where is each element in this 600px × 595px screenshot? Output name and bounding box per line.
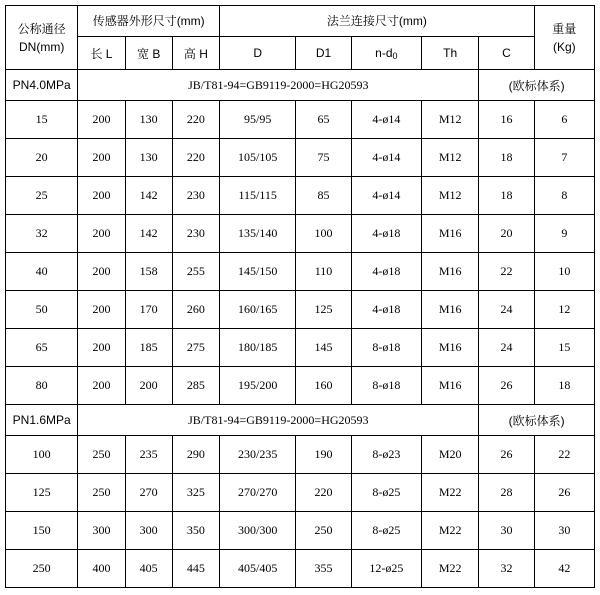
cell-d: 405/405 — [220, 550, 296, 588]
cell-d1: 100 — [296, 215, 351, 253]
cell-width: 405 — [125, 550, 172, 588]
band-pn40-standard: JB/T81-94=GB9119-2000=HG20593 — [78, 70, 479, 101]
table-row — [6, 139, 595, 177]
header-dn-title: 公称通径 — [17, 21, 66, 36]
header-width-b: 宽 B — [125, 37, 172, 70]
table-row — [6, 291, 595, 329]
cell-nd0: 4-ø18 — [351, 215, 421, 253]
cell-dn: 250 — [6, 550, 78, 588]
table-row — [6, 215, 595, 253]
cell-width: 185 — [125, 329, 172, 367]
cell-length: 400 — [78, 550, 125, 588]
cell-width: 200 — [125, 367, 172, 405]
cell-dn: 15 — [6, 101, 78, 139]
cell-nd0: 4-ø18 — [351, 291, 421, 329]
table-row — [6, 101, 595, 139]
cell-d1: 110 — [296, 253, 351, 291]
cell-d: 160/165 — [220, 291, 296, 329]
cell-weight: 30 — [534, 512, 594, 550]
cell-weight: 18 — [534, 367, 594, 405]
cell-nd0: 8-ø18 — [351, 367, 421, 405]
table-row — [6, 550, 595, 588]
cell-weight: 10 — [534, 253, 594, 291]
cell-c: 18 — [479, 139, 534, 177]
header-dn-unit: DN(mm) — [19, 39, 65, 54]
cell-nd0: 4-ø14 — [351, 139, 421, 177]
cell-width: 130 — [125, 101, 172, 139]
cell-nd0: 8-ø25 — [351, 512, 421, 550]
cell-length: 200 — [78, 215, 125, 253]
cell-length: 200 — [78, 367, 125, 405]
band-pn16-system: (欧标体系) — [479, 405, 595, 436]
cell-c: 26 — [479, 367, 534, 405]
cell-weight: 8 — [534, 177, 594, 215]
table-row — [6, 329, 595, 367]
cell-height: 220 — [172, 101, 219, 139]
cell-nd0: 4-ø18 — [351, 253, 421, 291]
cell-width: 130 — [125, 139, 172, 177]
cell-weight: 7 — [534, 139, 594, 177]
cell-height: 275 — [172, 329, 219, 367]
cell-width: 270 — [125, 474, 172, 512]
cell-weight: 9 — [534, 215, 594, 253]
cell-length: 200 — [78, 139, 125, 177]
cell-dn: 100 — [6, 436, 78, 474]
cell-th: M20 — [422, 436, 479, 474]
cell-th: M16 — [422, 329, 479, 367]
cell-c: 24 — [479, 329, 534, 367]
cell-d: 145/150 — [220, 253, 296, 291]
cell-nd0: 8-ø25 — [351, 474, 421, 512]
band-pn40-label: PN4.0MPa — [6, 70, 78, 101]
cell-th: M16 — [422, 367, 479, 405]
table-row — [6, 367, 595, 405]
cell-height: 220 — [172, 139, 219, 177]
cell-d: 195/200 — [220, 367, 296, 405]
cell-c: 24 — [479, 291, 534, 329]
cell-th: M16 — [422, 291, 479, 329]
table-row — [6, 474, 595, 512]
header-n-d0 — [351, 37, 421, 70]
cell-nd0: 4-ø14 — [351, 177, 421, 215]
cell-d1: 145 — [296, 329, 351, 367]
cell-length: 200 — [78, 291, 125, 329]
header-d1: D1 — [296, 37, 351, 70]
band-pn16-standard: JB/T81-94=GB9119-2000=HG20593 — [78, 405, 479, 436]
header-height-h: 高 H — [172, 37, 219, 70]
cell-dn: 40 — [6, 253, 78, 291]
cell-dn: 50 — [6, 291, 78, 329]
cell-d: 95/95 — [220, 101, 296, 139]
cell-c: 18 — [479, 177, 534, 215]
cell-c: 28 — [479, 474, 534, 512]
cell-nd0: 8-ø18 — [351, 329, 421, 367]
cell-c: 22 — [479, 253, 534, 291]
cell-width: 235 — [125, 436, 172, 474]
cell-width: 300 — [125, 512, 172, 550]
cell-d: 135/140 — [220, 215, 296, 253]
cell-d: 180/185 — [220, 329, 296, 367]
cell-length: 200 — [78, 253, 125, 291]
band-pn40-system: (欧标体系) — [479, 70, 595, 101]
cell-d1: 250 — [296, 512, 351, 550]
header-n-d0-sub: 0 — [392, 51, 398, 61]
table-row — [6, 436, 595, 474]
cell-weight: 6 — [534, 101, 594, 139]
header-weight-unit: (Kg) — [552, 39, 576, 54]
header-weight — [534, 6, 594, 70]
specification-table — [5, 5, 595, 588]
cell-nd0: 8-ø23 — [351, 436, 421, 474]
cell-d1: 190 — [296, 436, 351, 474]
cell-dn: 65 — [6, 329, 78, 367]
cell-d: 270/270 — [220, 474, 296, 512]
cell-length: 300 — [78, 512, 125, 550]
cell-height: 230 — [172, 215, 219, 253]
cell-d: 230/235 — [220, 436, 296, 474]
header-length-l: 长 L — [78, 37, 125, 70]
cell-height: 285 — [172, 367, 219, 405]
cell-c: 16 — [479, 101, 534, 139]
cell-c: 20 — [479, 215, 534, 253]
table-row — [6, 177, 595, 215]
cell-length: 200 — [78, 329, 125, 367]
cell-height: 230 — [172, 177, 219, 215]
cell-width: 158 — [125, 253, 172, 291]
cell-d1: 85 — [296, 177, 351, 215]
cell-c: 30 — [479, 512, 534, 550]
cell-th: M16 — [422, 253, 479, 291]
band-row-pn16 — [6, 405, 595, 436]
cell-nd0: 4-ø14 — [351, 101, 421, 139]
cell-length: 200 — [78, 177, 125, 215]
cell-length: 200 — [78, 101, 125, 139]
table-header-row-top — [6, 6, 595, 37]
cell-th: M12 — [422, 177, 479, 215]
cell-c: 32 — [479, 550, 534, 588]
cell-th: M22 — [422, 474, 479, 512]
cell-dn: 25 — [6, 177, 78, 215]
cell-d1: 75 — [296, 139, 351, 177]
cell-d: 105/105 — [220, 139, 296, 177]
header-c: C — [479, 37, 534, 70]
cell-th: M16 — [422, 215, 479, 253]
header-dn — [6, 6, 78, 70]
cell-th: M12 — [422, 139, 479, 177]
cell-weight: 15 — [534, 329, 594, 367]
cell-weight: 42 — [534, 550, 594, 588]
cell-nd0: 12-ø25 — [351, 550, 421, 588]
cell-height: 350 — [172, 512, 219, 550]
band-row-pn40 — [6, 70, 595, 101]
cell-length: 250 — [78, 474, 125, 512]
cell-length: 250 — [78, 436, 125, 474]
cell-height: 260 — [172, 291, 219, 329]
table-row — [6, 512, 595, 550]
cell-width: 142 — [125, 215, 172, 253]
cell-c: 26 — [479, 436, 534, 474]
header-th: Th — [422, 37, 479, 70]
cell-d1: 125 — [296, 291, 351, 329]
header-weight-title: 重量 — [552, 21, 577, 36]
cell-d: 115/115 — [220, 177, 296, 215]
cell-d1: 65 — [296, 101, 351, 139]
cell-th: M22 — [422, 550, 479, 588]
cell-weight: 26 — [534, 474, 594, 512]
header-n-d0-main: n-d — [375, 46, 393, 60]
cell-dn: 125 — [6, 474, 78, 512]
cell-d1: 160 — [296, 367, 351, 405]
cell-height: 445 — [172, 550, 219, 588]
cell-d: 300/300 — [220, 512, 296, 550]
cell-dn: 20 — [6, 139, 78, 177]
table-header-row-sub — [6, 37, 595, 70]
header-sensor-group: 传感器外形尺寸(mm) — [78, 6, 220, 37]
cell-dn: 150 — [6, 512, 78, 550]
cell-th: M22 — [422, 512, 479, 550]
cell-dn: 80 — [6, 367, 78, 405]
cell-width: 142 — [125, 177, 172, 215]
header-d: D — [220, 37, 296, 70]
cell-height: 255 — [172, 253, 219, 291]
cell-d1: 220 — [296, 474, 351, 512]
cell-dn: 32 — [6, 215, 78, 253]
band-pn16-label: PN1.6MPa — [6, 405, 78, 436]
cell-height: 325 — [172, 474, 219, 512]
cell-d1: 355 — [296, 550, 351, 588]
cell-weight: 12 — [534, 291, 594, 329]
cell-height: 290 — [172, 436, 219, 474]
cell-th: M12 — [422, 101, 479, 139]
cell-weight: 22 — [534, 436, 594, 474]
cell-width: 170 — [125, 291, 172, 329]
header-flange-group: 法兰连接尺寸(mm) — [220, 6, 535, 37]
table-row — [6, 253, 595, 291]
